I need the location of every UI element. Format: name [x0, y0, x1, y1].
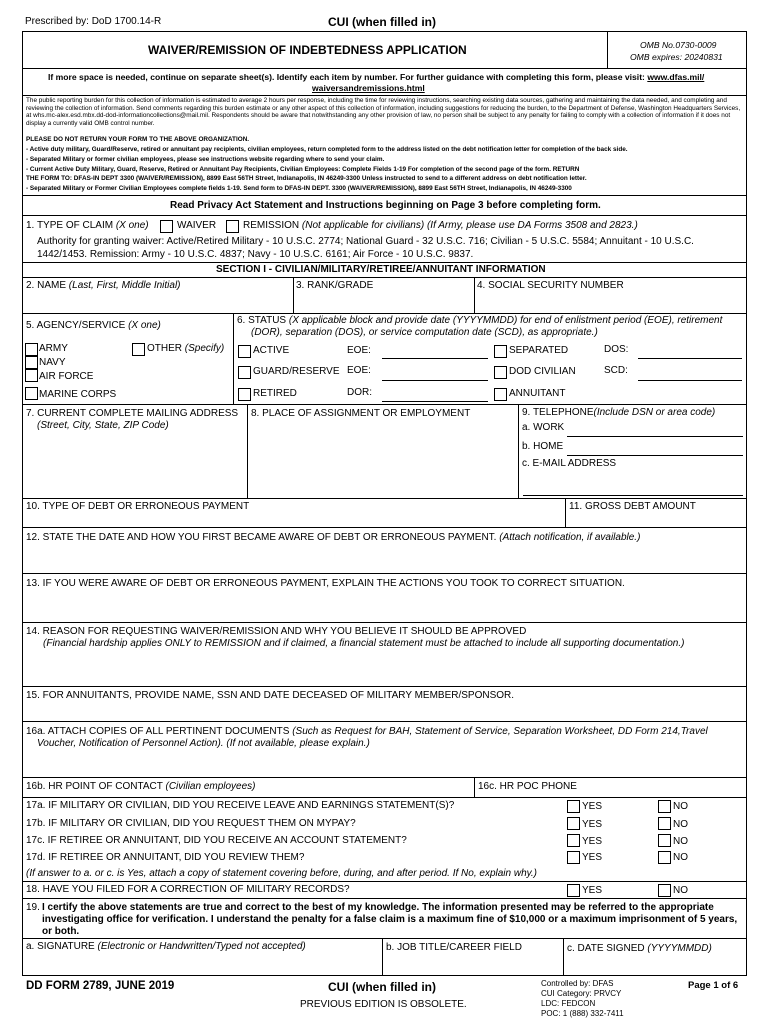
q17b-no-checkbox[interactable]: [658, 817, 671, 830]
q18-no-checkbox[interactable]: [658, 884, 671, 897]
marine-label: MARINE CORPS: [39, 389, 117, 400]
other-checkbox[interactable]: [132, 343, 145, 356]
q17a-no-label: NO: [673, 801, 688, 812]
q17a-yes-label: YES: [582, 801, 603, 812]
authority-line-2: 1442/1453. Remission: Army - 10 U.S.C. 4837; Navy - 10 U.S.C. 6161; Air Force - 10 U.S.C. 9837.: [37, 249, 474, 260]
q17b-yes-label: YES: [582, 819, 603, 830]
q18-label: 18. HAVE YOU FILED FOR A CORRECTION OF MILITARY RECORDS?: [26, 884, 350, 895]
dos-field[interactable]: [638, 344, 742, 358]
assignment-field[interactable]: [251, 422, 515, 494]
hr-poc-field[interactable]: [260, 779, 470, 795]
agency-label: 5. AGENCY/SERVICE (X one): [26, 320, 161, 331]
bullet-1: - Active duty military, Guard/Reserve, retired or annuitant pay recipients, civilian employees, return completed form to the address listed on the debt notification letter for completion of the back side.: [26, 146, 628, 153]
q17c-label: 17c. IF RETIREE OR ANNUITANT, DID YOU RECEIVE AN ACCOUNT STATEMENT?: [26, 835, 407, 846]
status-label: 6. STATUS (X applicable block and provide date (YYYYMMDD) for end of enlistment period (EOE), retirement: [237, 315, 723, 326]
form-number: DD FORM 2789, JUNE 2019: [26, 980, 175, 992]
signature-field[interactable]: [26, 954, 378, 974]
page-number: Page 1 of 6: [688, 980, 739, 991]
dodciv-label: DOD CIVILIAN: [509, 366, 576, 377]
q17a-yes-checkbox[interactable]: [567, 800, 580, 813]
item1-label: 1. TYPE OF CLAIM (X one): [26, 220, 149, 231]
documents-note: Voucher, Notification of Personnel Action). (If not available, please explain.): [37, 738, 370, 749]
debt-type-field[interactable]: [26, 513, 561, 525]
waiver-label: WAIVER: [177, 220, 217, 231]
annuitants-field[interactable]: [26, 703, 744, 719]
eoe-label-1: EOE:: [347, 345, 371, 356]
hr-phone-field[interactable]: [580, 779, 744, 795]
actions-field[interactable]: [26, 591, 744, 620]
army-label: ARMY: [39, 343, 68, 354]
telephone-label: 9. TELEPHONE(Include DSN or area code): [522, 407, 716, 418]
cui-footer: CUI (when filled in): [328, 980, 436, 994]
actions-label: 13. IF YOU WERE AWARE OF DEBT OR ERRONEOUS PAYMENT, EXPLAIN THE ACTIONS YOU TOOK TO CORRECT SITUATION.: [26, 578, 625, 589]
eoe-label-2: EOE:: [347, 365, 371, 376]
name-label: 2. NAME (Last, First, Middle Initial): [26, 280, 181, 291]
other-label: OTHER (Specify): [147, 343, 225, 354]
poc: POC: 1 (888) 332-7411: [541, 1009, 624, 1018]
rank-label: 3. RANK/GRADE: [296, 280, 374, 291]
assignment-label: 8. PLACE OF ASSIGNMENT OR EMPLOYMENT: [251, 408, 471, 419]
scd-field[interactable]: [638, 366, 742, 380]
cui-category: CUI Category: PRVCY: [541, 989, 622, 998]
certification-line-1: I certify the above statements are true and correct to the best of my knowledge. The information presented may be referred to the appropriate: [42, 902, 714, 913]
q17b-no-label: NO: [673, 819, 688, 830]
eoe-field-1[interactable]: [382, 344, 488, 358]
q17d-no-checkbox[interactable]: [658, 851, 671, 864]
airforce-checkbox[interactable]: [25, 369, 38, 382]
retired-label: RETIRED: [253, 388, 297, 399]
work-phone-label: a. WORK: [522, 422, 565, 433]
rank-field[interactable]: [297, 292, 469, 310]
waiver-checkbox[interactable]: [160, 220, 173, 233]
q17d-yes-checkbox[interactable]: [567, 851, 580, 864]
q17c-no-checkbox[interactable]: [658, 834, 671, 847]
work-phone-field[interactable]: [567, 421, 743, 436]
controlled-by: Controlled by: DFAS: [541, 979, 614, 988]
bullet-3: - Current Active Duty Military, Guard, Reserve, Retired or Annuitant Pay Recipients, Civilian Employees: Complete Fields 1-19 For completion of the second page of the form. RETURN: [26, 166, 580, 173]
do-not-return: PLEASE DO NOT RETURN YOUR FORM TO THE ABOVE ORGANIZATION.: [26, 136, 250, 143]
name-field[interactable]: [26, 292, 288, 310]
hr-phone-label: 16c. HR POC PHONE: [478, 781, 577, 792]
q17b-yes-checkbox[interactable]: [567, 817, 580, 830]
documents-label: 16a. ATTACH COPIES OF ALL PERTINENT DOCUMENTS (Such as Request for BAH, Statement of Service, Separation Worksheet, DD Form 214,Travel: [26, 726, 708, 737]
active-checkbox[interactable]: [238, 345, 251, 358]
certification-line-3: or both.: [42, 926, 80, 937]
q17b-label: 17b. IF MILITARY OR CIVILIAN, DID YOU REQUEST THEM ON MYPAY?: [26, 818, 356, 829]
q19-number: 19.: [26, 902, 40, 913]
dfas-link[interactable]: www.dfas.mil/: [647, 72, 705, 82]
navy-label: NAVY: [39, 357, 66, 368]
q17d-no-label: NO: [673, 852, 688, 863]
dor-field[interactable]: [382, 387, 488, 401]
awareness-label: 12. STATE THE DATE AND HOW YOU FIRST BECAME AWARE OF DEBT OR ERRONEOUS PAYMENT. (Attach notification, if available.): [26, 532, 641, 543]
annuitants-label: 15. FOR ANNUITANTS, PROVIDE NAME, SSN AND DATE DECEASED OF MILITARY MEMBER/SPONSOR.: [26, 690, 515, 701]
q17a-label: 17a. IF MILITARY OR CIVILIAN, DID YOU RECEIVE LEAVE AND EARNINGS STATEMENT(S)?: [26, 800, 455, 811]
home-phone-label: b. HOME: [522, 441, 564, 452]
retired-checkbox[interactable]: [238, 388, 251, 401]
bullet-3-cont: THE FORM TO: DFAS-IN DEPT 3300 (WAIVER/REMISSION), 8899 East 56TH Street, Indianapolis, IN 46249-3300 Unless instructed to send to a different address on debt notification letter.: [26, 175, 587, 182]
gross-debt-label: 11. GROSS DEBT AMOUNT: [569, 501, 696, 512]
omb-expires: OMB expires: 20240831: [630, 52, 723, 62]
privacy-notice: Read Privacy Act Statement and Instructions beginning on Page 3 before completing form.: [170, 200, 601, 211]
marine-checkbox[interactable]: [25, 387, 38, 400]
eoe-field-2[interactable]: [382, 366, 488, 380]
airforce-label: AIR FORCE: [39, 371, 94, 382]
awareness-field[interactable]: [26, 545, 744, 571]
reason-note: (Financial hardship applies ONLY to REMISSION and if claimed, a financial statement must be attached to include all supporting documentation.): [43, 638, 685, 649]
omb-number: OMB No.0730-0009: [640, 40, 717, 50]
home-phone-field[interactable]: [567, 440, 743, 455]
ssn-field[interactable]: [478, 292, 743, 310]
q18-no-label: NO: [673, 885, 688, 896]
q17a-no-checkbox[interactable]: [658, 800, 671, 813]
q17d-yes-label: YES: [582, 852, 603, 863]
separated-checkbox[interactable]: [494, 345, 507, 358]
remission-label: REMISSION (Not applicable for civilians) (If Army, please use DA Forms 3508 and 2823.): [243, 220, 638, 231]
status-note: (DOR), separation (DOS), or service computation date (SCD), as appropriate.): [251, 327, 598, 338]
ldc: LDC: FEDCON: [541, 999, 596, 1008]
q18-yes-checkbox[interactable]: [567, 884, 580, 897]
q17-note: (If answer to a. or c. is Yes, attach a copy of statement covering before, during, and after period. If No, explain why.): [26, 868, 538, 879]
job-title-field[interactable]: [386, 954, 559, 974]
reason-label: 14. REASON FOR REQUESTING WAIVER/REMISSION AND WHY YOU BELIEVE IT SHOULD BE APPROVED: [26, 626, 527, 637]
date-signed-label: c. DATE SIGNED (YYYYMMDD): [567, 943, 712, 954]
authority-line-1: Authority for granting waiver: Active/Retired Military - 10 U.S.C. 2774; National Guard - 32 U.S.C. 716; Civilian - 5 U.S.C. 5584; Annuitant - 10 U.S.C.: [37, 236, 694, 247]
guard-label: GUARD/RESERVE: [253, 366, 340, 377]
dos-label: DOS:: [604, 344, 629, 355]
q18-yes-label: YES: [582, 885, 603, 896]
cui-header: CUI (when filled in): [328, 15, 436, 29]
annuitant-label: ANNUITANT: [509, 388, 566, 399]
scd-label: SCD:: [604, 365, 628, 376]
q17c-no-label: NO: [673, 836, 688, 847]
army-checkbox[interactable]: [25, 343, 38, 356]
active-label: ACTIVE: [253, 345, 290, 356]
mailing-address-note: (Street, City, State, ZIP Code): [37, 420, 169, 431]
guard-checkbox[interactable]: [238, 366, 251, 379]
job-title-label: b. JOB TITLE/CAREER FIELD: [386, 942, 522, 953]
gross-debt-field[interactable]: [569, 513, 744, 525]
separated-label: SEPARATED: [509, 345, 569, 356]
email-label: c. E-MAIL ADDRESS: [522, 458, 617, 469]
annuitant-checkbox[interactable]: [494, 388, 507, 401]
mailing-address-field[interactable]: [26, 434, 244, 494]
date-signed-field[interactable]: [567, 955, 744, 974]
burden-statement: The public reporting burden for this collection of information is estimated to average 2 hours per response, including the time for reviewing instructions, searching existing data sources, gathering and maintaining the data needed, and completing and reviewing the collection of information. Send comments regarding this burden estimate or any other aspect of this collection of information, including suggestions for reducing the burden, to the Department of Defense, Washington Headquarters Services, at whs.mc-alex.esd.mbx.dd-dod-informationcollections@mail.mil. Respondents should be aware that notwithstanding any other provision of law, no person shall be subject to any penalty for failing to comply with a collection of information if it does not display a currently valid OMB control number.: [26, 97, 741, 128]
mailing-address-label: 7. CURRENT COMPLETE MAILING ADDRESS: [26, 408, 239, 419]
email-field[interactable]: [523, 472, 743, 494]
ssn-label: 4. SOCIAL SECURITY NUMBER: [477, 280, 624, 291]
hr-poc-label: 16b. HR POINT OF CONTACT (Civilian employees): [26, 781, 256, 792]
q17d-label: 17d. IF RETIREE OR ANNUITANT, DID YOU REVIEW THEM?: [26, 852, 305, 863]
dodciv-checkbox[interactable]: [494, 366, 507, 379]
dfas-link-cont[interactable]: waiversandremissions.html: [312, 83, 425, 93]
navy-checkbox[interactable]: [25, 356, 38, 369]
reason-field[interactable]: [26, 651, 744, 684]
prescribed-by: Prescribed by: DoD 1700.14-R: [25, 16, 162, 27]
obsolete-notice: PREVIOUS EDITION IS OBSOLETE.: [300, 999, 467, 1010]
guidance-text: If more space is needed, continue on separate sheet(s). Identify each item by number. For further guidance with completing this form, please visit: www.dfas.mil/: [48, 72, 705, 82]
remission-checkbox[interactable]: [226, 220, 239, 233]
certification-line-2: investigating office for verification. I understand the penalty for a false claim is a maximum fine of $10,000 or a maximum imprisonment of 5 years,: [42, 914, 738, 925]
dor-label: DOR:: [347, 387, 372, 398]
form-title: WAIVER/REMISSION OF INDEBTEDNESS APPLICATION: [148, 43, 467, 57]
signature-label: a. SIGNATURE (Electronic or Handwritten/Typed not accepted): [26, 941, 306, 952]
debt-type-label: 10. TYPE OF DEBT OR ERRONEOUS PAYMENT: [26, 501, 250, 512]
bullet-4: - Separated Military or Former Civilian Employees complete fields 1-19. Send form to DFAS-IN DEPT. 3300 (WAIVER/REMISSION), 8899 East 56TH Street, Indianapolis, IN 46249-3300: [26, 185, 572, 192]
q17c-yes-checkbox[interactable]: [567, 834, 580, 847]
documents-field[interactable]: [26, 751, 744, 775]
q17c-yes-label: YES: [582, 836, 603, 847]
bullet-2: - Separated Military or former civilian employees, please see instructions website regarding where to send your claim.: [26, 156, 385, 163]
section-1-heading: SECTION I - CIVILIAN/MILITARY/RETIREE/ANNUITANT INFORMATION: [216, 264, 546, 275]
